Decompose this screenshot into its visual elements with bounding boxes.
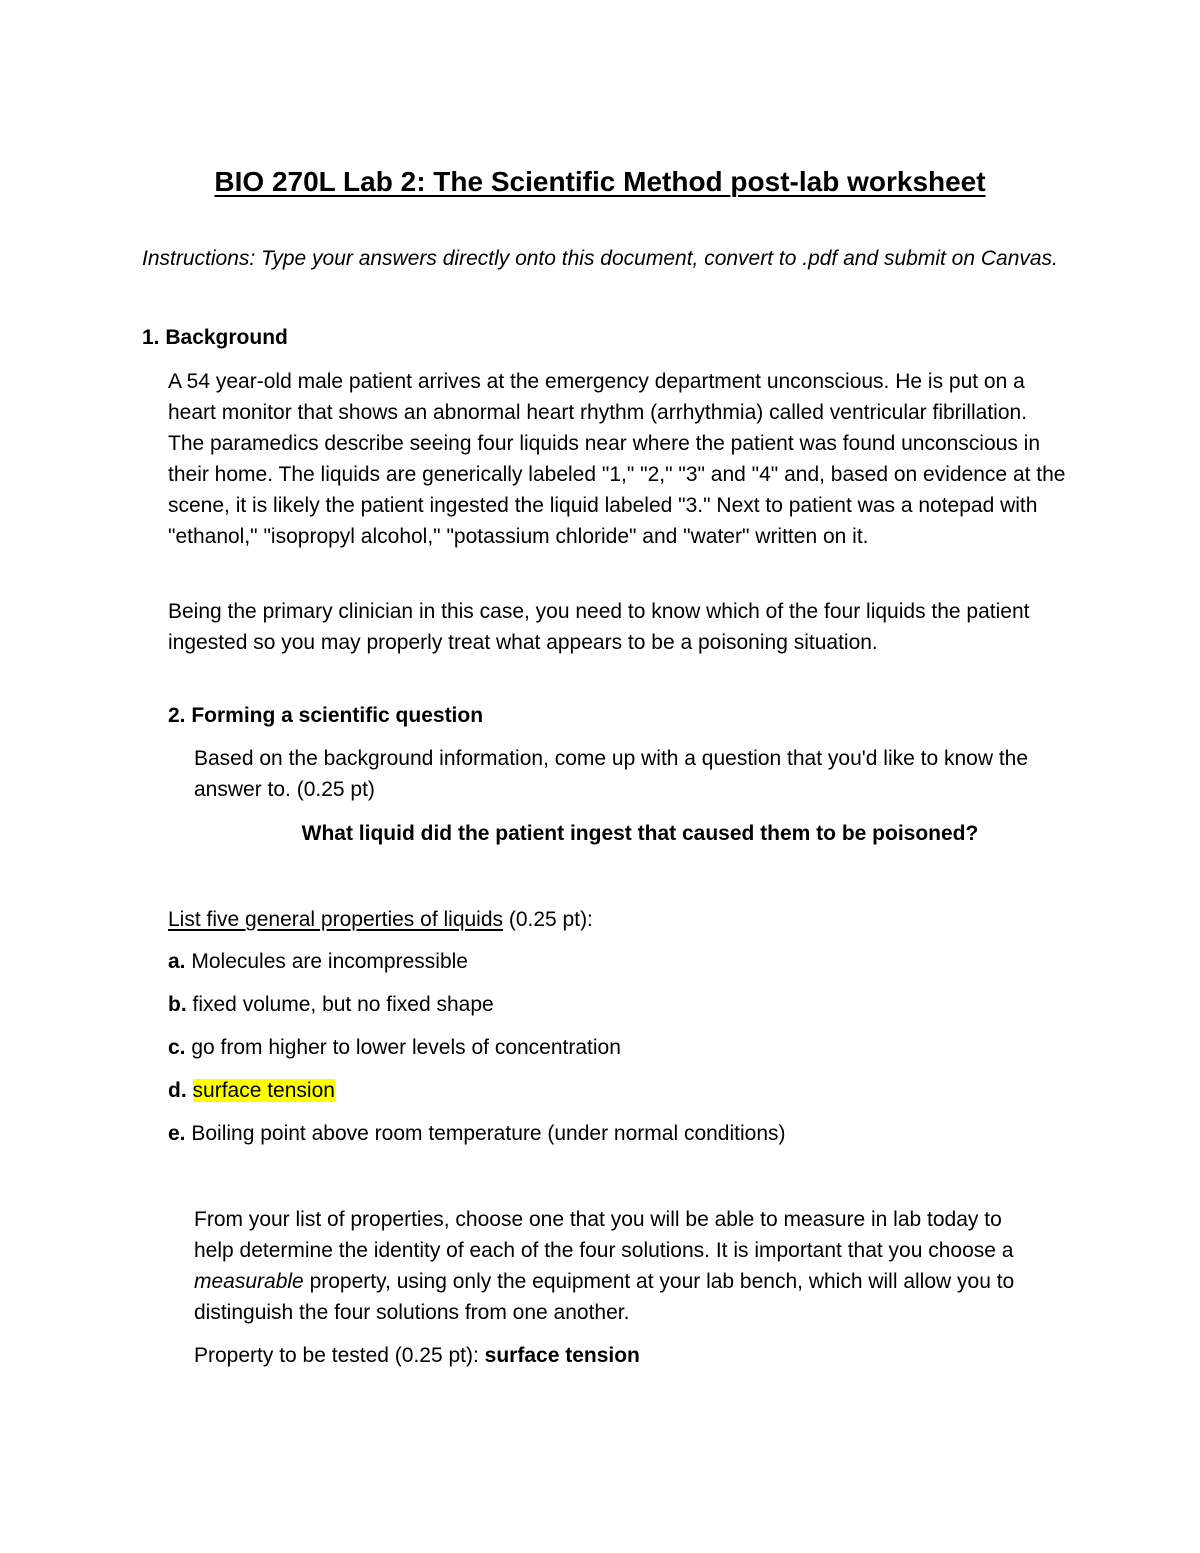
property-label: Property to be tested (0.25 pt): — [194, 1344, 485, 1367]
question-prompt: Based on the background information, come up with a question that you'd like to know the answer to. (0.25 pt) — [194, 747, 1029, 801]
background-paragraph-1: A 54 year-old male patient arrives at the emergency department unconscious. He is put on a heart monitor that shows an abnormal heart rhythm (arrhythmia) called ventricular fibrillation. The paramedics describe seeing four liquids near where the patient was found unconscious in their home. The liquids are generically labeled "1," "2," "3" and "4" and, based on evidence at the scene, it is likely the patient ingested the liquid labeled "3." Next to patient was a notepad with "ethanol," "isopropyl alcohol," "potassium chloride" and "water" written on it. — [168, 370, 1066, 548]
property-item-b — [168, 993, 494, 1017]
choose-text-before: From your list of properties, choose one that you will be able to measure in lab today to help determine the identity of each of the four solutions. It is important that you choose a — [194, 1208, 1014, 1262]
properties-prompt-underlined: List five general properties of liquids — [168, 908, 504, 931]
property-text-highlighted: surface tension — [192, 1079, 335, 1102]
property-letter: d. — [168, 1079, 187, 1102]
property-letter: c. — [168, 1036, 186, 1059]
background-paragraph-2: Being the primary clinician in this case, you need to know which of the four liquids the patient ingested so you may properly treat what appears to be a poisoning situation. — [168, 600, 1030, 654]
property-text: Molecules are incompressible — [185, 950, 468, 973]
property-answer: surface tension — [484, 1344, 640, 1367]
property-item-d — [168, 1079, 335, 1103]
property-item-a — [168, 950, 468, 974]
choose-emphasis: measurable — [194, 1270, 304, 1293]
property-item-c — [168, 1036, 621, 1060]
property-letter: b. — [168, 993, 187, 1016]
properties-prompt-points: (0.25 pt): — [503, 908, 593, 931]
question-heading: 2. Forming a scientific question — [168, 704, 484, 727]
property-text: go from higher to lower levels of concentration — [185, 1036, 621, 1059]
page-title: BIO 270L Lab 2: The Scientific Method post-lab worksheet — [214, 166, 986, 197]
question-answer: What liquid did the patient ingest that caused them to be poisoned? — [301, 822, 979, 845]
choose-text-after: property, using only the equipment at your lab bench, which will allow you to distinguish the four solutions from one another. — [194, 1270, 1015, 1324]
instructions-text: Instructions: Type your answers directly onto this document, convert to .pdf and submit on Canvas. — [142, 247, 1058, 270]
properties-prompt — [168, 904, 593, 935]
property-text: fixed volume, but no fixed shape — [186, 993, 494, 1016]
property-letter: a. — [168, 950, 186, 973]
property-item-e — [168, 1122, 786, 1146]
property-letter: e. — [168, 1122, 186, 1145]
background-heading: 1. Background — [142, 326, 288, 349]
property-to-test — [194, 1340, 640, 1371]
choose-property-paragraph — [194, 1204, 1044, 1328]
property-text: Boiling point above room temperature (under normal conditions) — [185, 1122, 786, 1145]
